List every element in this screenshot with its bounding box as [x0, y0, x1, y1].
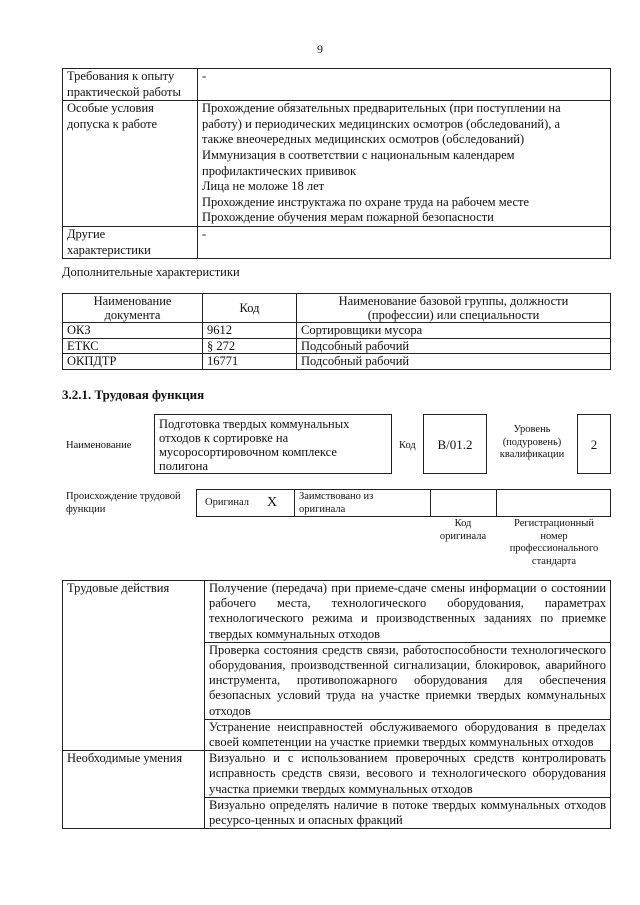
origin-label: Происхождение трудовой функции [66, 491, 181, 515]
function-code-box: B/01.2 [423, 414, 487, 474]
labor-actions-table [62, 580, 611, 829]
document-cell: ЕТКС [63, 338, 203, 354]
original-mark: X [267, 494, 278, 510]
original-label: Оригинал [205, 496, 249, 508]
code-cell: § 272 [203, 338, 297, 354]
origin-row [196, 489, 611, 517]
borrowed-cell: Заимствовано из оригинала [295, 489, 431, 517]
row-label: Другие характеристики [63, 226, 198, 258]
code-cell: 9612 [203, 323, 297, 339]
code-label: Код [399, 440, 416, 451]
table-row [63, 581, 611, 643]
table-row [63, 323, 611, 339]
column-header-document: Наименование документа [63, 294, 203, 323]
original-cell [196, 489, 295, 517]
additional-characteristics-table [62, 293, 611, 370]
item-text [205, 581, 611, 643]
table-row [63, 226, 611, 258]
table-row [63, 338, 611, 354]
row-label: Особые условия допуска к работе [63, 101, 198, 227]
table-header-row [63, 294, 611, 323]
row-value: - [198, 69, 611, 101]
row-value: Прохождение обязательных предварительных (при поступлении на работу) и периодических медицинских осмотров (обследований), а также внеочередных медицинских осмотров (обследований) Иммунизация в соответствии с национальным календарем профилактических прививок Лица не моложе 18 лет Прохождение инструктажа по охране труда на рабочем месте Прохождение обучения мерам пожарной безопасности [198, 101, 611, 227]
name-cell: Подсобный рабочий [297, 338, 611, 354]
code-cell: 16771 [203, 354, 297, 370]
additional-characteristics-heading: Дополнительные характеристики [62, 265, 240, 279]
table-row [63, 101, 611, 227]
row-label: Требования к опыту практической работы [63, 69, 198, 101]
item-paragraph: Проверка состояния средств связи, работоспособности технологического оборудования, производственной сигнализации, блокировок, аварийного инструмента, противопожарного оборудования для обеспечения безопасных условий труда на участке приемки твердых коммунальных отходов [209, 642, 606, 718]
table-row [63, 69, 611, 101]
item-text [205, 642, 611, 719]
requirements-table [62, 68, 611, 259]
item-paragraph: Получение (передача) при приеме-сдаче смены информации о состоянии рабочего места, технологического оборудования, параметрах технологического режима и производственных заданиях по приемке твердых коммунальных отходов [209, 581, 606, 641]
code-original-caption: Код оригинала [439, 518, 487, 542]
name-cell: Сортировщики мусора [297, 323, 611, 339]
table-row [63, 354, 611, 370]
column-header-base-group: Наименование базовой группы, должности (профессии) или специальности [297, 294, 611, 323]
item-text [205, 797, 611, 828]
document-cell: ОКПДТР [63, 354, 203, 370]
item-text [205, 719, 611, 750]
row-value: - [198, 226, 611, 258]
name-label: Наименование [66, 440, 132, 451]
function-name-box: Подготовка твердых коммунальных отходов к сортировке на мусоросортировочном комплексе полигона [154, 414, 392, 474]
document-cell: ОКЗ [63, 323, 203, 339]
page-number: 9 [317, 42, 323, 56]
item-paragraph: Устранение неисправностей обслуживаемого оборудования в пределах своей компетенции на участке приемки твердых коммунальных отходов [209, 719, 606, 750]
name-cell: Подсобный рабочий [297, 354, 611, 370]
qualification-level-label: Уровень (подуровень) квалификации [499, 424, 565, 460]
column-header-code: Код [203, 294, 297, 323]
labor-function-title: 3.2.1. Трудовая функция [62, 387, 205, 402]
item-paragraph: Визуально определять наличие в потоке твердых коммунальных отходов ресурсо-ценных и опасных фракций [209, 797, 606, 828]
section-label: Трудовые действия [63, 581, 205, 751]
section-label: Необходимые умения [63, 751, 205, 829]
registration-number-cell [497, 489, 611, 517]
item-text [205, 751, 611, 798]
table-row [63, 751, 611, 798]
code-original-cell [431, 489, 497, 517]
item-paragraph: Визуально и с использованием проверочных средств контролировать исправность средств связи, весового и технологического оборудования участка приемки твердых коммунальных отходов [209, 751, 606, 796]
registration-number-caption: Регистрационный номер профессионального стандарта [509, 518, 599, 567]
qualification-level-box: 2 [577, 414, 611, 474]
